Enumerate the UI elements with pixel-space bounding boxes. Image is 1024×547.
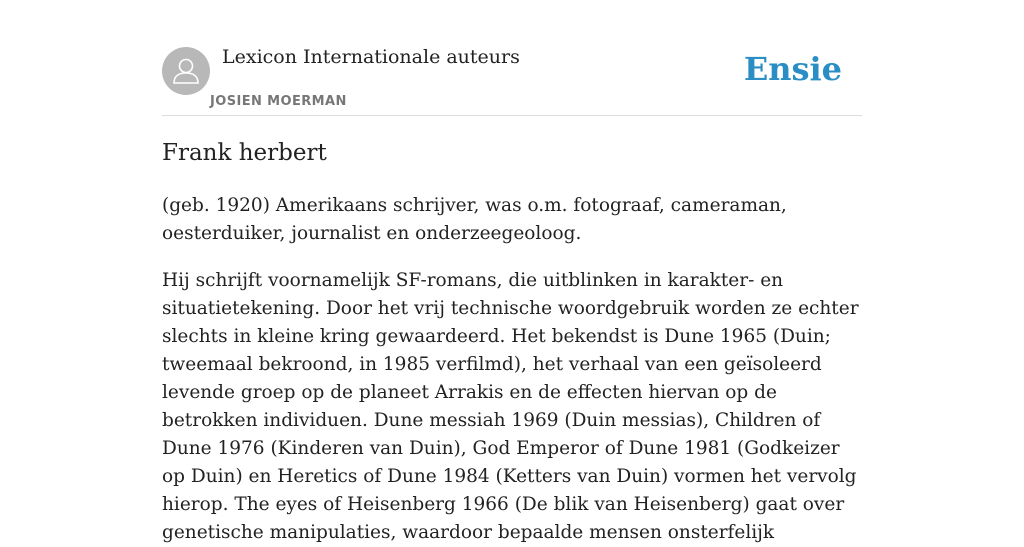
- brand-logo[interactable]: Ensie: [743, 50, 842, 88]
- article-paragraph: (geb. 1920) Amerikaans schrijver, was o.m. fotograaf, cameraman, oesterduiker, journalist en onderzeegeoloog.: [162, 195, 787, 244]
- author-name[interactable]: JOSIEN MOERMAN: [210, 94, 347, 109]
- user-icon: [162, 47, 210, 95]
- article-paragraph: Hij schrijft voornamelijk SF-romans, die uitblinken in karakter- en situatietekening. Door het vrij technische woordgebruik worden ze echter slechts in kleine kring gewaardeerd. Het bekendst is Dune 1965 (Duin; tweemaal bekroond, in 1985 verfilmd), het verhaal van een geïsoleerd levende groep op de planeet Arrakis en de effecten hiervan op de betrokken individuen. Dune messiah 1969 (Duin messias), Children of Dune 1976 (Kinderen van Duin), God Emperor of Dune 1981 (Godkeizer op Duin) en Heretics of Dune 1984 (Ketters van Duin) vormen het vervolg hierop. The eyes of Heisenberg 1966 (De blik van Heisenberg) gaat over genetische manipulaties, waardoor bepaalde mensen onsterfelijk: [162, 270, 859, 543]
- avatar[interactable]: [162, 47, 210, 95]
- page-title: Frank herbert: [162, 140, 327, 166]
- page-container: [162, 0, 862, 543]
- header: [162, 0, 862, 116]
- book-title-link[interactable]: Lexicon Internationale auteurs: [222, 46, 520, 68]
